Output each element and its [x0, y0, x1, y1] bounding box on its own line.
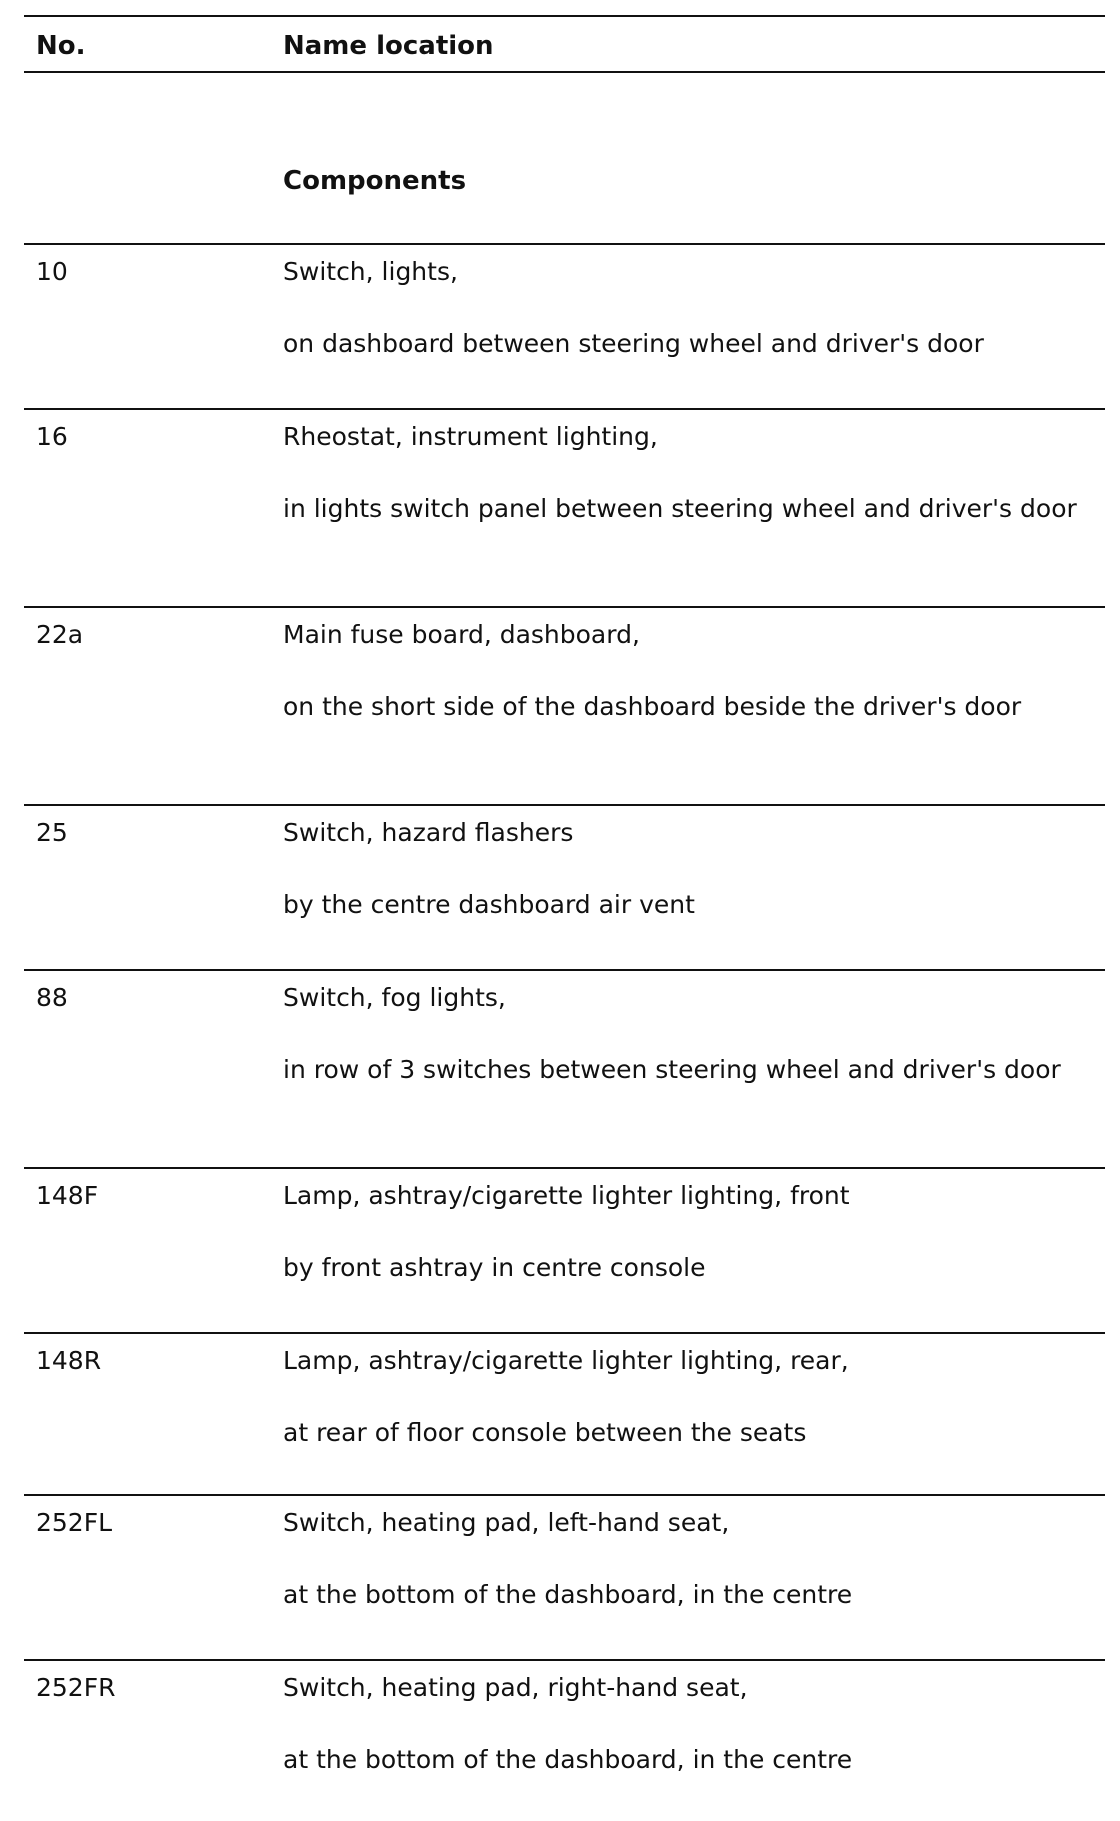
- component-location: on the short side of the dashboard beside the driver's door: [283, 692, 1022, 721]
- component-name: Switch, heating pad, left-hand seat,: [283, 1508, 730, 1537]
- component-name: Rheostat, instrument lighting,: [283, 422, 658, 451]
- row-content: [283, 982, 1095, 1086]
- component-location: at rear of floor console between the seats: [283, 1418, 807, 1447]
- component-location: by front ashtray in centre console: [283, 1253, 706, 1282]
- component-name: Lamp, ashtray/cigarette lighter lighting, front: [283, 1181, 850, 1210]
- row-content: [283, 817, 1095, 921]
- row-content: [283, 1345, 1095, 1449]
- row-number: 25: [36, 818, 68, 847]
- row-number: 88: [36, 983, 68, 1012]
- components-table: [24, 15, 1105, 1821]
- table-row: [24, 804, 1105, 969]
- table-row: [24, 408, 1105, 606]
- component-name: Switch, fog lights,: [283, 983, 506, 1012]
- row-number: 252FL: [36, 1508, 113, 1537]
- component-location: at the bottom of the dashboard, in the centre: [283, 1745, 853, 1774]
- row-number: 148F: [36, 1181, 99, 1210]
- row-content: [283, 1180, 1095, 1284]
- table-row: [24, 969, 1105, 1167]
- component-location: on dashboard between steering wheel and driver's door: [283, 329, 984, 358]
- row-number: 252FR: [36, 1673, 116, 1702]
- table-row: [24, 1494, 1105, 1659]
- table-row: [24, 1167, 1105, 1332]
- component-name: Main fuse board, dashboard,: [283, 620, 640, 649]
- component-name: Switch, lights,: [283, 257, 458, 286]
- component-name: Switch, heating pad, right-hand seat,: [283, 1673, 748, 1702]
- row-content: [283, 1507, 1095, 1611]
- component-location: in lights switch panel between steering wheel and driver's door: [283, 494, 1077, 523]
- table-row: [24, 606, 1105, 804]
- header-no: No.: [36, 31, 86, 61]
- component-location: by the centre dashboard air vent: [283, 890, 695, 919]
- component-name: Switch, hazard flashers: [283, 818, 574, 847]
- row-content: [283, 421, 1095, 525]
- header-name-location: Name location: [283, 31, 494, 61]
- row-content: [283, 619, 1095, 723]
- table-header: [24, 15, 1105, 73]
- row-number: 148R: [36, 1346, 102, 1375]
- section-title: Components: [283, 166, 467, 196]
- row-content: [283, 1672, 1095, 1776]
- row-number: 22a: [36, 620, 84, 649]
- section-header: [24, 73, 1105, 243]
- row-number: 16: [36, 422, 68, 451]
- component-location: in row of 3 switches between steering wheel and driver's door: [283, 1055, 1061, 1084]
- table-row: [24, 1332, 1105, 1494]
- component-location: at the bottom of the dashboard, in the centre: [283, 1580, 853, 1609]
- row-number: 10: [36, 257, 68, 286]
- component-name: Lamp, ashtray/cigarette lighter lighting, rear,: [283, 1346, 849, 1375]
- table-row: [24, 1659, 1105, 1821]
- table-row: [24, 243, 1105, 408]
- row-content: [283, 256, 1095, 360]
